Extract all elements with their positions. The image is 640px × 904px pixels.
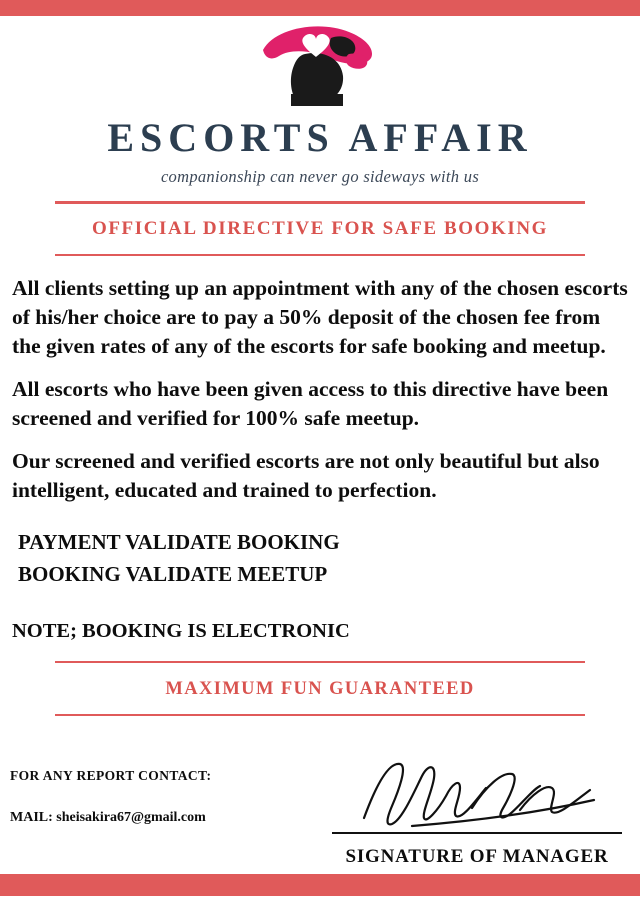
document-content <box>0 16 640 874</box>
electronic-booking-note: NOTE; BOOKING IS ELECTRONIC <box>12 620 350 643</box>
paragraph-screening: All escorts who have been given access to this directive have been screened and verified for 100% safe meetup. <box>12 377 609 431</box>
escorts-affair-logo-icon <box>245 24 395 112</box>
contact-label: FOR ANY REPORT CONTACT: <box>10 768 212 784</box>
divider-below-maxfun <box>55 714 585 716</box>
signature-line <box>332 832 622 834</box>
payment-rule-line-2: BOOKING VALIDATE MEETUP <box>18 561 328 586</box>
contact-email: MAIL: sheisakira67@gmail.com <box>10 810 206 826</box>
divider-top <box>55 201 585 204</box>
directive-heading: OFFICIAL DIRECTIVE FOR SAFE BOOKING <box>91 218 549 239</box>
brand-title: ESCORTS AFFAIR <box>107 115 533 160</box>
signature-label: SIGNATURE OF MANAGER <box>345 846 609 868</box>
top-color-band <box>0 0 640 16</box>
paragraph-quality: Our screened and verified escorts are not only beautiful but also intelligent, educated and trained to perfection. <box>12 449 600 503</box>
brand-tagline: companionship can never go sideways with us <box>160 167 480 186</box>
logo-container <box>10 16 630 112</box>
signature-area <box>332 740 622 870</box>
payment-rules <box>10 527 630 590</box>
divider-under-heading <box>55 254 585 256</box>
maximum-fun-tagline: MAXIMUM FUN GUARANTEED <box>165 679 475 700</box>
bottom-white-strip <box>0 896 640 904</box>
paragraph-deposit: All clients setting up an appointment with any of the chosen escorts of his/her choice are to pay a 50% deposit of the chosen fee from the given rates of any of the escorts for safe booking and meetup. <box>12 276 628 359</box>
footer-section <box>10 740 630 880</box>
handwritten-signature-icon <box>352 756 602 836</box>
payment-rule-line-1: PAYMENT VALIDATE BOOKING <box>18 530 340 555</box>
divider-above-maxfun <box>55 661 585 663</box>
